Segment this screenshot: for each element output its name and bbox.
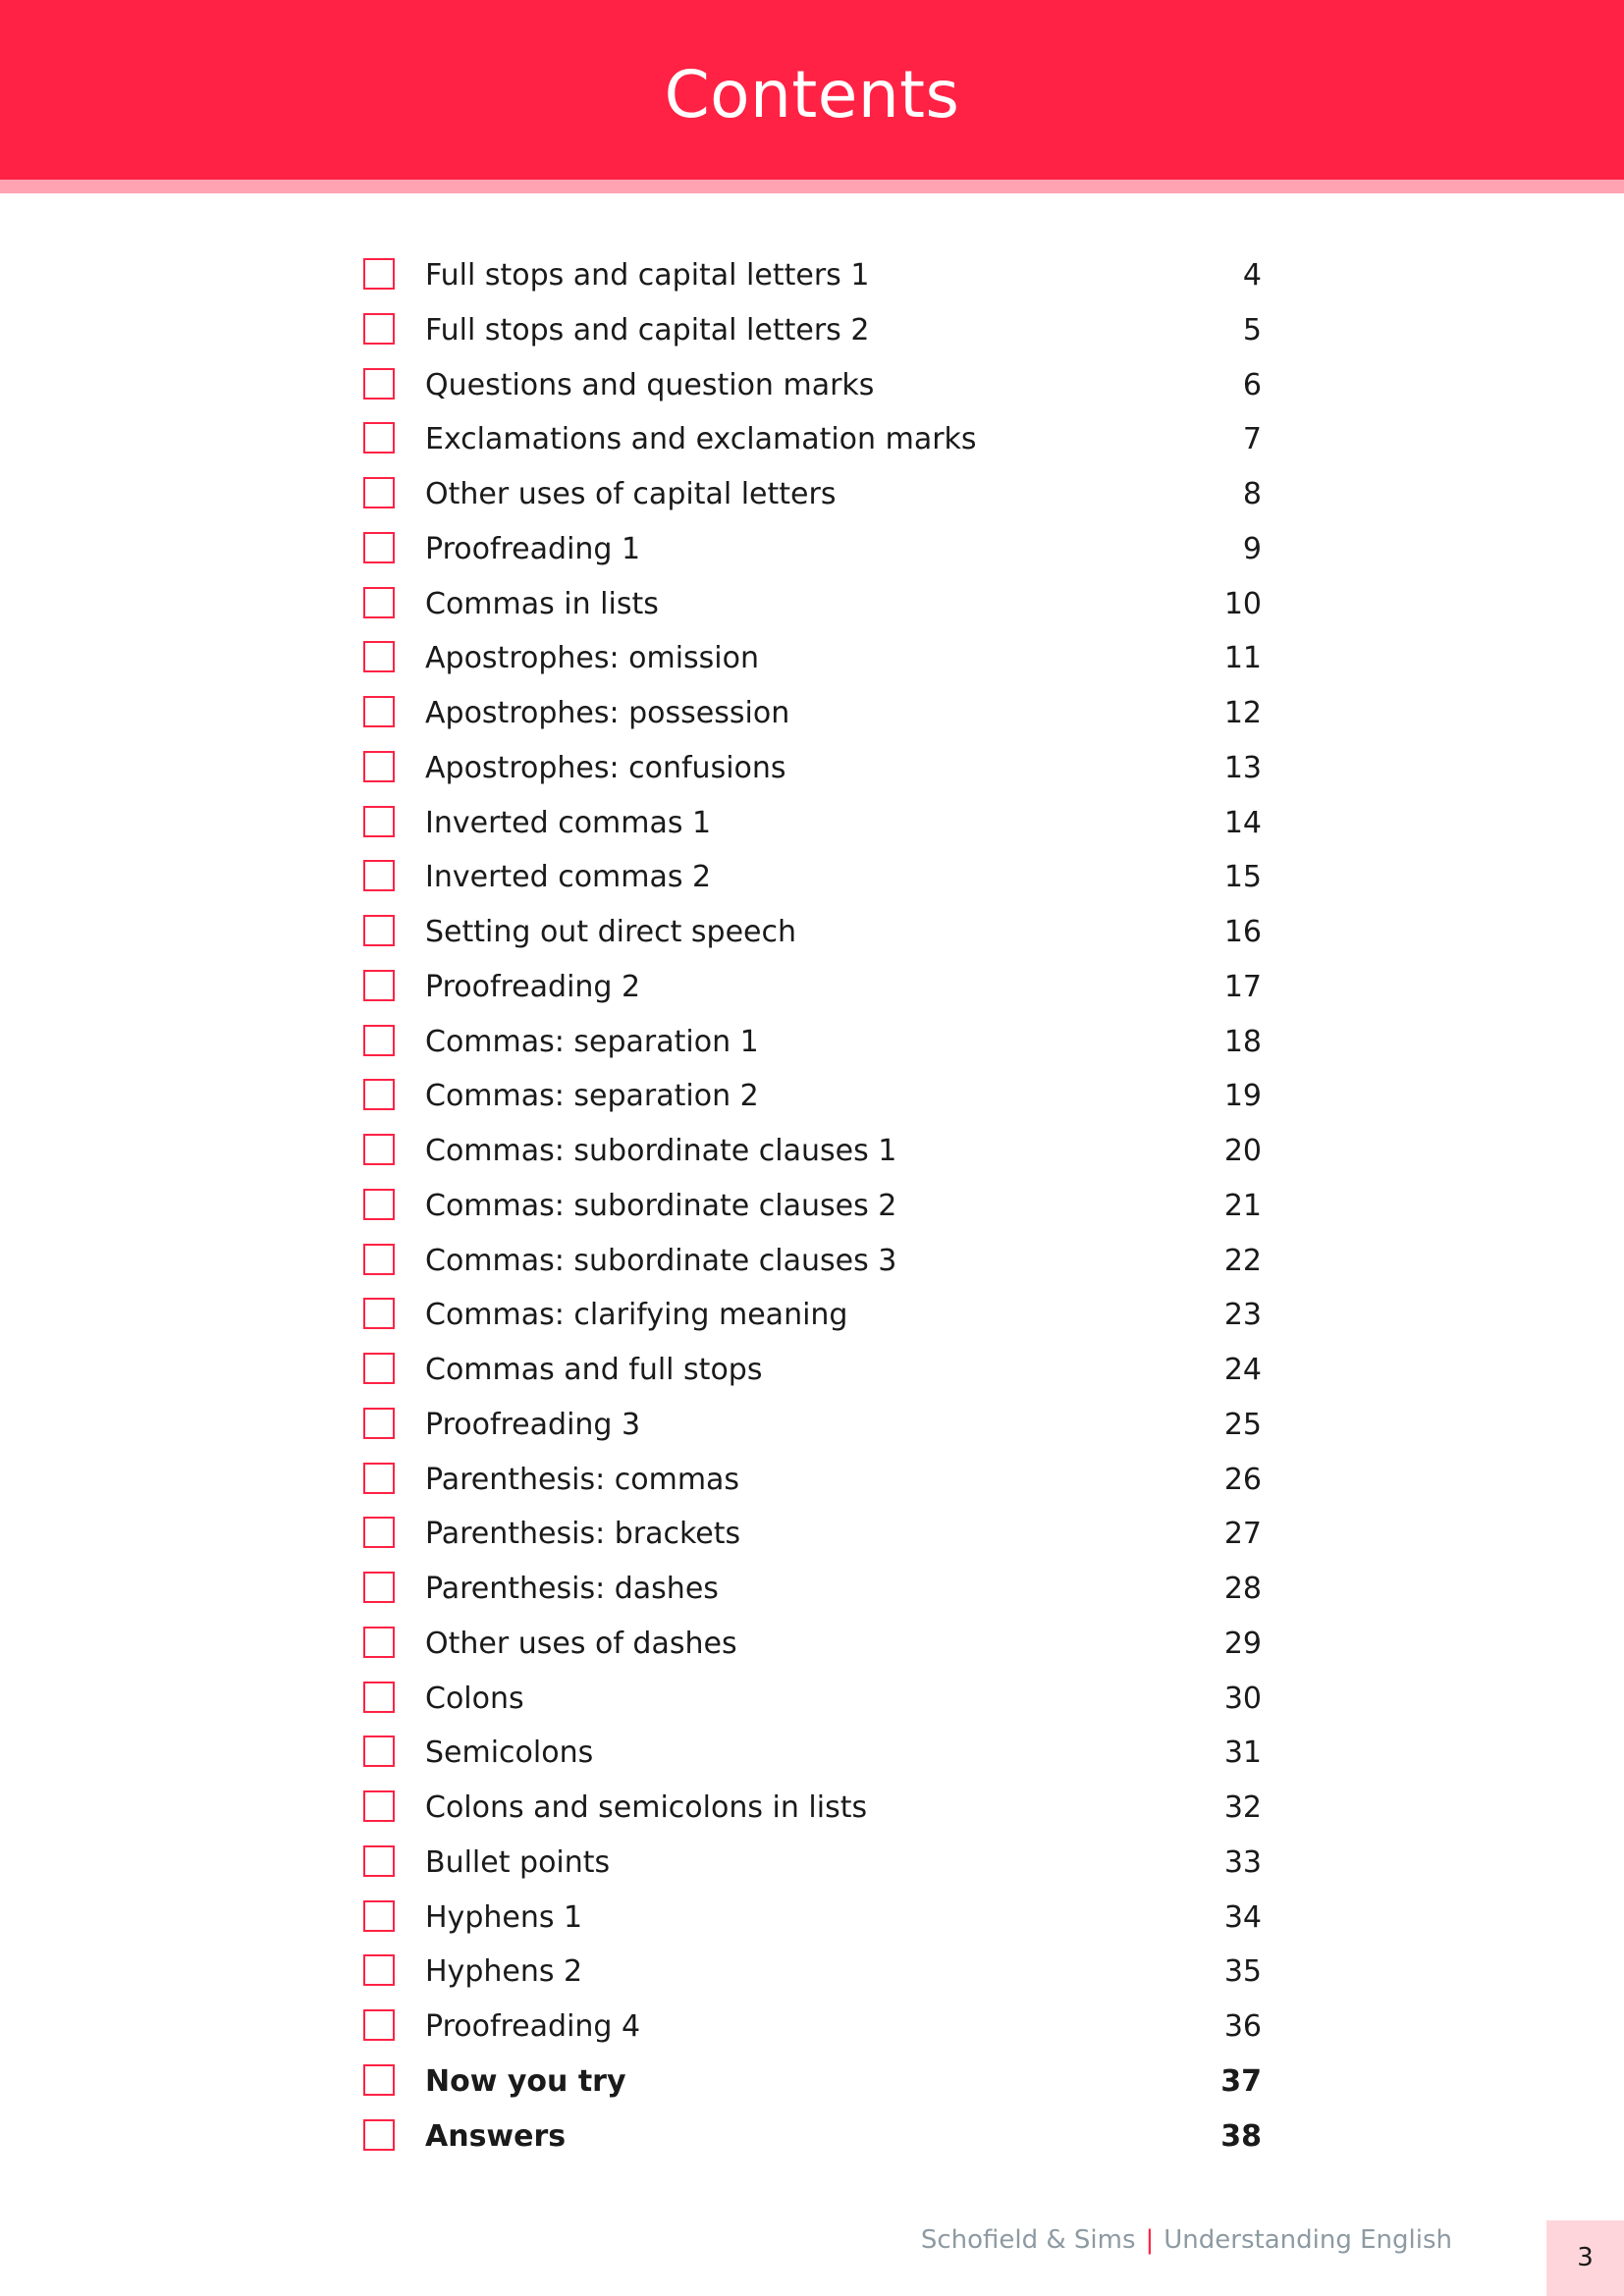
toc-entry-title: Parenthesis: commas	[425, 1462, 740, 1497]
progress-checkbox[interactable]	[363, 422, 395, 454]
toc-entry	[363, 2000, 1262, 2055]
toc-entry	[363, 1781, 1262, 1836]
toc-entry	[363, 905, 1262, 960]
toc-entry-page: 9	[1242, 531, 1262, 566]
toc-entry-page: 17	[1223, 969, 1262, 1004]
progress-checkbox[interactable]	[363, 368, 395, 400]
toc-entry-title: Hyphens 1	[425, 1899, 583, 1935]
progress-checkbox[interactable]	[363, 1572, 395, 1603]
footer-separator: |	[1145, 2225, 1155, 2255]
footer-series: Understanding English	[1164, 2225, 1452, 2255]
toc-entry-title: Setting out direct speech	[425, 915, 797, 949]
progress-checkbox[interactable]	[363, 696, 395, 727]
toc-entry-title: Full stops and capital letters 2	[425, 312, 870, 347]
toc-entry-page: 21	[1223, 1188, 1262, 1223]
progress-checkbox[interactable]	[363, 1353, 395, 1384]
toc-entry-page: 31	[1223, 1735, 1262, 1771]
toc-entry-title: Proofreading 3	[425, 1407, 641, 1442]
toc-entry-page: 15	[1223, 860, 1262, 895]
toc-entry-title: Exclamations and exclamation marks	[425, 422, 977, 457]
toc-entry	[363, 1234, 1262, 1289]
toc-entry-page: 26	[1223, 1462, 1262, 1497]
toc-entry-page: 8	[1242, 477, 1262, 511]
toc-entry-page: 32	[1223, 1790, 1262, 1825]
toc-entry	[363, 1015, 1262, 1070]
progress-checkbox[interactable]	[363, 1189, 395, 1220]
toc-entry	[363, 412, 1262, 467]
footer-credit	[921, 2220, 1452, 2260]
toc-entry-title: Now you try	[425, 2063, 626, 2099]
toc-entry-page: 18	[1223, 1024, 1262, 1059]
toc-entry-page: 30	[1223, 1681, 1262, 1716]
toc-entry-title: Proofreading 1	[425, 531, 641, 566]
progress-checkbox[interactable]	[363, 1025, 395, 1056]
header-stripe	[0, 180, 1624, 193]
toc-entry-title: Proofreading 2	[425, 969, 641, 1004]
progress-checkbox[interactable]	[363, 532, 395, 563]
progress-checkbox[interactable]	[363, 1079, 395, 1110]
toc-entry	[363, 1453, 1262, 1508]
toc-entry	[363, 631, 1262, 686]
toc-entry-page: 4	[1242, 258, 1262, 293]
progress-checkbox[interactable]	[363, 641, 395, 672]
toc-entry-title: Proofreading 4	[425, 2009, 641, 2044]
toc-entry-title: Apostrophes: omission	[425, 641, 760, 676]
toc-entry	[363, 1507, 1262, 1562]
toc-entry-page: 10	[1223, 586, 1262, 621]
toc-entry-title: Commas: subordinate clauses 2	[425, 1188, 897, 1223]
toc-entry	[363, 1726, 1262, 1781]
progress-checkbox[interactable]	[363, 1134, 395, 1165]
toc-entry-page: 35	[1223, 1954, 1262, 1990]
toc-entry	[363, 303, 1262, 358]
toc-entry-title: Other uses of dashes	[425, 1626, 737, 1661]
toc-entry-page: 28	[1223, 1572, 1262, 1606]
toc-entry-page: 14	[1223, 805, 1262, 840]
progress-checkbox[interactable]	[363, 970, 395, 1001]
progress-checkbox[interactable]	[363, 1408, 395, 1439]
toc-entry-title: Inverted commas 1	[425, 805, 712, 840]
toc-entry-page: 25	[1223, 1407, 1262, 1442]
progress-checkbox[interactable]	[363, 1790, 395, 1822]
toc-entry-title: Bullet points	[425, 1844, 611, 1880]
progress-checkbox[interactable]	[363, 587, 395, 618]
toc-entry-title: Answers	[425, 2118, 567, 2154]
progress-checkbox[interactable]	[363, 1900, 395, 1932]
toc-entry-title: Questions and question marks	[425, 367, 875, 402]
toc-entry	[363, 1836, 1262, 1891]
footer-publisher: Schofield & Sims	[920, 2225, 1136, 2255]
toc-entry-page: 19	[1223, 1079, 1262, 1114]
progress-checkbox[interactable]	[363, 1845, 395, 1877]
toc-entry-title: Commas: clarifying meaning	[425, 1298, 848, 1333]
progress-checkbox[interactable]	[363, 751, 395, 782]
toc-entry-page: 5	[1242, 312, 1262, 347]
toc-entry-page: 33	[1223, 1844, 1262, 1880]
toc-entry-page: 13	[1223, 750, 1262, 785]
toc-entry	[363, 686, 1262, 741]
toc-entry-title: Colons and semicolons in lists	[425, 1790, 868, 1825]
contents-list	[363, 248, 1262, 2163]
toc-entry-page: 34	[1223, 1899, 1262, 1935]
toc-entry	[363, 1124, 1262, 1179]
toc-entry-title: Semicolons	[425, 1735, 594, 1771]
toc-entry-page: 27	[1223, 1517, 1262, 1552]
toc-entry	[363, 577, 1262, 632]
toc-entry-page: 29	[1223, 1626, 1262, 1661]
toc-entry-page: 38	[1220, 2118, 1262, 2154]
page-number: 3	[1577, 2243, 1594, 2272]
toc-entry-title: Hyphens 2	[425, 1954, 583, 1990]
toc-entry-title: Commas: separation 1	[425, 1024, 759, 1059]
toc-entry-page: 7	[1242, 422, 1262, 457]
toc-entry	[363, 1617, 1262, 1672]
toc-entry-page: 36	[1223, 2009, 1262, 2044]
progress-checkbox[interactable]	[363, 2119, 395, 2151]
toc-entry	[363, 1945, 1262, 2000]
toc-entry-title: Inverted commas 2	[425, 860, 712, 895]
progress-checkbox[interactable]	[363, 2009, 395, 2041]
toc-entry-title: Parenthesis: dashes	[425, 1572, 719, 1606]
toc-entry-title: Apostrophes: possession	[425, 696, 790, 730]
toc-entry	[363, 1343, 1262, 1398]
toc-entry-title: Other uses of capital letters	[425, 477, 837, 511]
toc-entry	[363, 467, 1262, 522]
toc-entry	[363, 796, 1262, 851]
toc-entry	[363, 1398, 1262, 1453]
toc-entry-page: 12	[1223, 696, 1262, 730]
toc-entry	[363, 960, 1262, 1015]
toc-entry-page: 16	[1223, 915, 1262, 949]
page-number-box	[1546, 2220, 1624, 2296]
page-title: Contents	[664, 57, 960, 133]
toc-entry-page: 11	[1223, 641, 1262, 676]
toc-entry-page: 6	[1242, 367, 1262, 402]
toc-entry	[363, 741, 1262, 796]
progress-checkbox[interactable]	[363, 860, 395, 891]
toc-entry	[363, 248, 1262, 303]
toc-entry	[363, 1179, 1262, 1234]
toc-entry	[363, 1562, 1262, 1617]
toc-entry-title: Commas and full stops	[425, 1353, 763, 1387]
toc-entry-title: Parenthesis: brackets	[425, 1517, 741, 1552]
toc-entry-title: Colons	[425, 1681, 524, 1716]
progress-checkbox[interactable]	[363, 1682, 395, 1713]
progress-checkbox[interactable]	[363, 313, 395, 345]
toc-entry-title: Commas: subordinate clauses 1	[425, 1134, 897, 1168]
toc-entry-page: 20	[1223, 1134, 1262, 1168]
progress-checkbox[interactable]	[363, 1735, 395, 1767]
toc-entry-title: Apostrophes: confusions	[425, 750, 786, 785]
toc-entry-title: Commas: subordinate clauses 3	[425, 1243, 897, 1278]
progress-checkbox[interactable]	[363, 1517, 395, 1548]
toc-entry	[363, 1069, 1262, 1124]
progress-checkbox[interactable]	[363, 477, 395, 508]
toc-entry	[363, 1672, 1262, 1727]
progress-checkbox[interactable]	[363, 915, 395, 946]
progress-checkbox[interactable]	[363, 1244, 395, 1275]
toc-entry	[363, 358, 1262, 413]
progress-checkbox[interactable]	[363, 1954, 395, 1986]
toc-entry-title: Full stops and capital letters 1	[425, 258, 870, 293]
toc-entry	[363, 850, 1262, 905]
toc-entry-page: 24	[1223, 1353, 1262, 1387]
toc-entry-page: 22	[1223, 1243, 1262, 1278]
progress-checkbox[interactable]	[363, 258, 395, 290]
progress-checkbox[interactable]	[363, 1627, 395, 1658]
toc-entry	[363, 522, 1262, 577]
progress-checkbox[interactable]	[363, 806, 395, 837]
toc-entry-page: 23	[1223, 1298, 1262, 1333]
toc-entry	[363, 2055, 1262, 2109]
toc-entry	[363, 1891, 1262, 1946]
progress-checkbox[interactable]	[363, 1463, 395, 1494]
toc-entry	[363, 1288, 1262, 1343]
toc-entry-title: Commas: separation 2	[425, 1079, 759, 1114]
toc-entry	[363, 2109, 1262, 2164]
toc-entry-title: Commas in lists	[425, 586, 659, 621]
progress-checkbox[interactable]	[363, 1298, 395, 1329]
progress-checkbox[interactable]	[363, 2064, 395, 2096]
toc-entry-page: 37	[1220, 2063, 1262, 2099]
